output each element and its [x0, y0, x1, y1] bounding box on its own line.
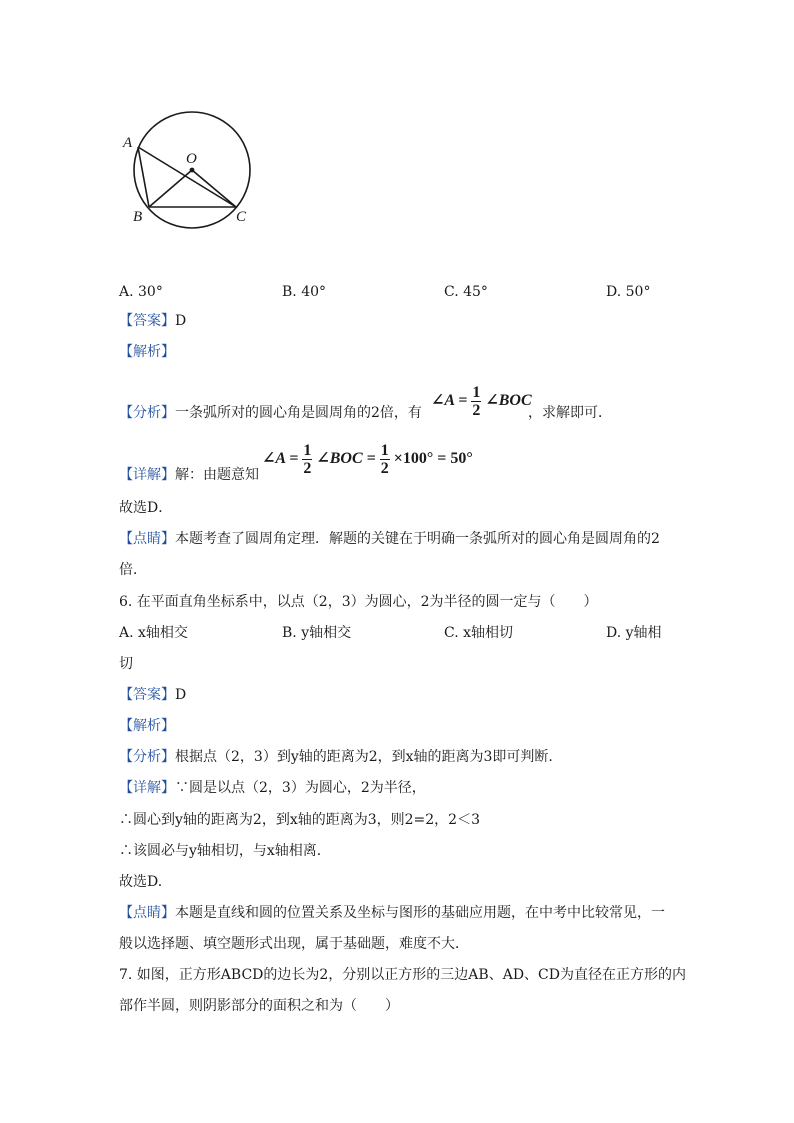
- dianjing-tag: 【点睛】: [119, 905, 175, 921]
- xj-part1: ∠A =: [262, 450, 299, 468]
- xj-part2: ∠BOC =: [316, 450, 376, 468]
- q7-question-line1: 7. 如图，正方形ABCD的边长为2，分别以正方形的三边AB、AD、CD为直径在正方形的内: [119, 967, 686, 983]
- formula-den: 2: [472, 402, 481, 419]
- fenxi-text: 一条弧所对的圆心角是圆周角的2倍，有: [175, 405, 422, 421]
- q5-fenxi: [119, 403, 422, 423]
- q5-dianjing: [119, 529, 660, 549]
- q5-analysis-heading: [119, 342, 175, 362]
- formula-right: ∠BOC: [485, 392, 532, 410]
- answer-value: D: [175, 687, 187, 703]
- q6-option-d: D. y轴相: [606, 625, 662, 641]
- xiangjie-tag: 【详解】: [119, 780, 175, 796]
- q6-step1: ∴圆心到y轴的距离为2，到x轴的距离为3，则2=2，2＜3: [119, 812, 480, 828]
- circle-figure: [118, 104, 258, 229]
- label-b: B: [133, 209, 143, 225]
- xj-num2: 1: [380, 442, 389, 459]
- q5-option-b: B. 40°: [282, 284, 327, 300]
- xiangjie-text: ∵圆是以点（2，3）为圆心，2为半径，: [175, 780, 426, 796]
- q6-fenxi: [119, 747, 553, 767]
- center-point: [190, 168, 195, 173]
- q6-option-c: C. x轴相切: [444, 625, 514, 641]
- analysis-tag: 【解析】: [119, 344, 175, 360]
- q6-option-wrap: 切: [119, 656, 133, 672]
- fenxi-tag: 【分析】: [119, 405, 175, 421]
- formula-num: 1: [472, 384, 481, 401]
- answer-value: D: [175, 313, 187, 329]
- label-c: C: [236, 209, 247, 225]
- xj-part3: ×100° = 50°: [393, 450, 473, 468]
- q5-option-c: C. 45°: [444, 284, 488, 300]
- xj-den2: 2: [380, 460, 389, 477]
- label-a: A: [123, 135, 133, 151]
- q6-choose: 故选D.: [119, 874, 163, 890]
- label-o: O: [186, 151, 197, 167]
- q5-option-d: D. 50°: [606, 284, 651, 300]
- xiangjie-tag: 【详解】: [119, 467, 175, 483]
- q6-question: 6. 在平面直角坐标系中，以点（2，3）为圆心，2为半径的圆一定与（ ）: [119, 594, 598, 610]
- xj-den1: 2: [303, 460, 312, 477]
- segment-oc: [192, 170, 236, 207]
- q5-option-a: A. 30°: [119, 284, 163, 300]
- xiangjie-formula: [262, 442, 473, 477]
- q5-dianjing-cont: 倍．: [119, 562, 147, 578]
- xj-num1: 1: [303, 442, 312, 459]
- q6-step2: ∴该圆必与y轴相切，与x轴相离．: [119, 843, 331, 859]
- dianjing-text1: 本题是直线和圆的位置关系及坐标与图形的基础应用题，在中考中比较常见，一: [175, 905, 665, 921]
- q5-choose: 故选D．: [119, 500, 173, 516]
- q6-option-b: B. y轴相交: [282, 625, 352, 641]
- analysis-tag: 【解析】: [119, 718, 175, 734]
- q6-dianjing-cont: 般以选择题、填空题形式出现，属于基础题，难度不大．: [119, 936, 469, 952]
- q6-answer: [119, 685, 186, 705]
- xiangjie-text: 解：由题意知: [175, 467, 259, 483]
- segment-ob: [149, 170, 192, 207]
- answer-tag: 【答案】: [119, 313, 175, 329]
- fenxi-text: 根据点（2，3）到y轴的距离为2，到x轴的距离为3即可判断.: [175, 749, 553, 765]
- q6-analysis-heading: [119, 716, 175, 736]
- q5-xiangjie: [119, 465, 259, 485]
- fenxi-end: ，求解即可．: [528, 405, 612, 421]
- q6-xiangjie: [119, 778, 426, 798]
- dianjing-text1: 本题考查了圆周角定理．解题的关键在于明确一条弧所对的圆心角是圆周角的2: [175, 531, 660, 547]
- formula-left: ∠A =: [431, 392, 468, 410]
- answer-tag: 【答案】: [119, 687, 175, 703]
- q6-dianjing: [119, 903, 665, 923]
- q7-question-line2: 部作半圆，则阴影部分的面积之和为（ ）: [119, 998, 399, 1014]
- fenxi-formula: [431, 384, 532, 419]
- q5-answer: [119, 311, 186, 331]
- q6-option-a: A. x轴相交: [119, 625, 188, 641]
- dianjing-tag: 【点睛】: [119, 531, 175, 547]
- fenxi-tag: 【分析】: [119, 749, 175, 765]
- segment-ab: [138, 147, 149, 207]
